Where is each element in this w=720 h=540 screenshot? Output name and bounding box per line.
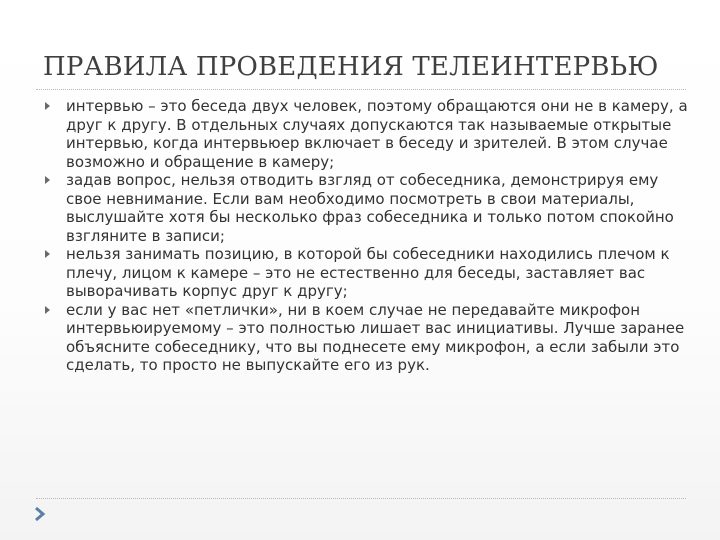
bullet-text: нельзя занимать позицию, в которой бы собеседники находились плечом к плечу, лицом к камере – это не естественно для беседы, заставляет вас выворачивать корпус друг к другу; bbox=[66, 245, 670, 300]
bullet-item bbox=[45, 97, 695, 171]
triangle-right-icon bbox=[45, 102, 50, 110]
title-divider bbox=[36, 89, 686, 90]
bullet-list bbox=[45, 97, 695, 375]
chevron-right-icon bbox=[32, 506, 48, 522]
bullet-text: интервью – это беседа двух человек, поэтому обращаются они не в камеру, а друг к другу. В отдельных случаях допускаются так называемые открытые интервью, когда интервьюер включает в беседу и зрителей. В этом случае возможно и обращение в камеру; bbox=[66, 97, 688, 171]
slide-title: ПРАВИЛА ПРОВЕДЕНИЯ ТЕЛЕИНТЕРВЬЮ bbox=[43, 52, 659, 82]
bottom-divider bbox=[36, 498, 686, 499]
bullet-text: задав вопрос, нельзя отводить взгляд от собеседника, демонстрируя ему свое невнимание. Если вам необходимо посмотреть в свои материалы, выслушайте хотя бы несколько фраз собеседника и только потом спокойно взгляните в записи; bbox=[66, 171, 674, 245]
bullet-item bbox=[45, 245, 695, 301]
triangle-right-icon bbox=[45, 250, 50, 258]
bullet-item bbox=[45, 301, 695, 375]
triangle-right-icon bbox=[45, 306, 50, 314]
triangle-right-icon bbox=[45, 176, 50, 184]
bullet-item bbox=[45, 171, 695, 245]
bullet-text: если у вас нет «петлички», ни в коем случае не передавайте микрофон интервьюируемому – это полностью лишает вас инициативы. Лучше заранее объясните собеседнику, что вы поднесете ему микрофон, а если забыли это сделать, то просто не выпускайте его из рук. bbox=[66, 300, 685, 374]
